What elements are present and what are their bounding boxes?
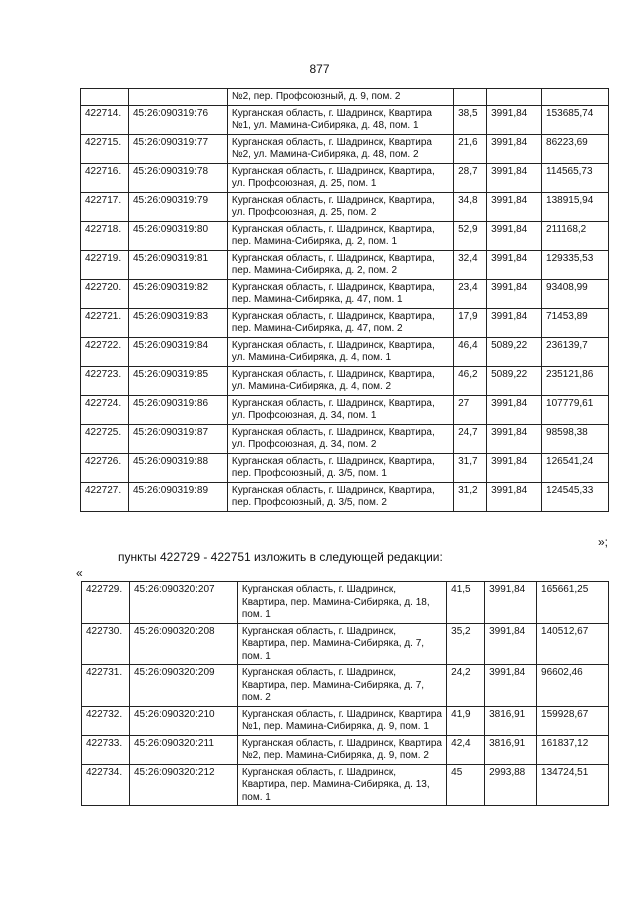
rate-cell: 5089,22	[487, 366, 542, 395]
address-cell: Курганская область, г. Шадринск, Квартира, ул. Профсоюзная, д. 25, пом. 1	[227, 163, 453, 192]
table-row	[82, 665, 609, 707]
value-cell: 140512,67	[537, 623, 609, 665]
table-row	[81, 453, 609, 482]
item-number-cell: 422721.	[81, 308, 129, 337]
cadastral-number-cell: 45:26:090319:81	[128, 250, 227, 279]
rate-cell: 3991,84	[487, 482, 542, 511]
cadastral-number-cell: 45:26:090319:89	[128, 482, 227, 511]
address-cell: Курганская область, г. Шадринск, Квартира, пер. Мамина-Сибиряка, д. 47, пом. 1	[227, 279, 453, 308]
rate-cell: 3816,91	[485, 735, 537, 764]
value-cell: 153685,74	[542, 105, 609, 134]
cadastral-number-cell: 45:26:090320:212	[129, 764, 237, 806]
rate-cell: 3991,84	[485, 665, 537, 707]
cadastral-number-cell: 45:26:090319:82	[128, 279, 227, 308]
address-cell: №2, пер. Профсоюзный, д. 9, пом. 2	[227, 89, 453, 106]
rate-cell: 3991,84	[487, 308, 542, 337]
table-row	[81, 163, 609, 192]
table-row	[81, 395, 609, 424]
area-cell: 42,4	[447, 735, 485, 764]
table-row	[81, 366, 609, 395]
address-cell: Курганская область, г. Шадринск, Квартира, пер. Мамина-Сибиряка, д. 7, пом. 1	[237, 623, 446, 665]
item-number-cell: 422732.	[82, 706, 130, 735]
table-row	[82, 735, 609, 764]
cadastral-number-cell: 45:26:090319:83	[128, 308, 227, 337]
address-cell: Курганская область, г. Шадринск, Квартира, пер. Мамина-Сибиряка, д. 2, пом. 2	[227, 250, 453, 279]
cadastral-number-cell: 45:26:090319:85	[128, 366, 227, 395]
rate-cell: 3991,84	[485, 582, 537, 624]
value-cell: 235121,86	[542, 366, 609, 395]
table-row	[82, 582, 609, 624]
cadastral-number-cell: 45:26:090320:207	[129, 582, 237, 624]
address-cell: Курганская область, г. Шадринск, Квартира, пер. Мамина-Сибиряка, д. 7, пом. 2	[237, 665, 446, 707]
address-cell: Курганская область, г. Шадринск, Квартира №2, пер. Мамина-Сибиряка, д. 9, пом. 2	[237, 735, 446, 764]
amendment-intro-text: пункты 422729 - 422751 изложить в следующей редакции:	[118, 550, 443, 564]
table-row	[81, 482, 609, 511]
rate-cell: 5089,22	[487, 337, 542, 366]
rate-cell: 3991,84	[487, 134, 542, 163]
item-number-cell: 422724.	[81, 395, 129, 424]
area-cell: 34,8	[454, 192, 487, 221]
area-cell: 21,6	[454, 134, 487, 163]
address-cell: Курганская область, г. Шадринск, Квартира, ул. Профсоюзная, д. 34, пом. 2	[227, 424, 453, 453]
area-cell: 46,2	[454, 366, 487, 395]
address-cell: Курганская область, г. Шадринск, Квартира, ул. Профсоюзная, д. 25, пом. 2	[227, 192, 453, 221]
area-cell: 31,7	[454, 453, 487, 482]
cadastral-number-cell: 45:26:090320:208	[129, 623, 237, 665]
address-cell: Курганская область, г. Шадринск, Квартира, ул. Мамина-Сибиряка, д. 4, пом. 1	[227, 337, 453, 366]
address-cell: Курганская область, г. Шадринск, Квартира, пер. Профсоюзный, д. 3/5, пом. 1	[227, 453, 453, 482]
address-cell: Курганская область, г. Шадринск, Квартира, ул. Профсоюзная, д. 34, пом. 1	[227, 395, 453, 424]
value-cell: 96602,46	[537, 665, 609, 707]
address-cell: Курганская область, г. Шадринск, Квартира, пер. Профсоюзный, д. 3/5, пом. 2	[227, 482, 453, 511]
cadastral-number-cell: 45:26:090319:86	[128, 395, 227, 424]
rate-cell: 3991,84	[487, 250, 542, 279]
area-cell: 31,2	[454, 482, 487, 511]
item-number-cell: 422731.	[82, 665, 130, 707]
value-cell: 138915,94	[542, 192, 609, 221]
item-number-cell: 422723.	[81, 366, 129, 395]
item-number-cell: 422729.	[82, 582, 130, 624]
value-cell: 124545,33	[542, 482, 609, 511]
rate-cell: 3991,84	[487, 279, 542, 308]
value-cell: 236139,7	[542, 337, 609, 366]
table-row	[81, 134, 609, 163]
cadastral-number-cell: 45:26:090319:87	[128, 424, 227, 453]
address-cell: Курганская область, г. Шадринск, Квартира, ул. Мамина-Сибиряка, д. 4, пом. 2	[227, 366, 453, 395]
rate-cell: 3991,84	[487, 424, 542, 453]
value-cell	[542, 89, 609, 106]
rate-cell: 3991,84	[487, 221, 542, 250]
cadastral-number-cell: 45:26:090320:209	[129, 665, 237, 707]
cadastral-number-cell: 45:26:090319:78	[128, 163, 227, 192]
cadastral-number-cell: 45:26:090319:76	[128, 105, 227, 134]
rate-cell	[487, 89, 542, 106]
table-row	[81, 279, 609, 308]
cadastral-number-cell: 45:26:090319:79	[128, 192, 227, 221]
value-cell: 161837,12	[537, 735, 609, 764]
cadastral-number-cell: 45:26:090319:80	[128, 221, 227, 250]
opening-quote: «	[76, 566, 83, 580]
value-cell: 159928,67	[537, 706, 609, 735]
item-number-cell: 422734.	[82, 764, 130, 806]
item-number-cell: 422718.	[81, 221, 129, 250]
table-row	[82, 623, 609, 665]
item-number-cell: 422720.	[81, 279, 129, 308]
rate-cell: 3991,84	[487, 192, 542, 221]
item-number-cell: 422716.	[81, 163, 129, 192]
item-number-cell: 422719.	[81, 250, 129, 279]
area-cell: 28,7	[454, 163, 487, 192]
address-cell: Курганская область, г. Шадринск, Квартира, пер. Мамина-Сибиряка, д. 47, пом. 2	[227, 308, 453, 337]
rate-cell: 3991,84	[487, 395, 542, 424]
address-cell: Курганская область, г. Шадринск, Квартира, пер. Мамина-Сибиряка, д. 18, пом. 1	[237, 582, 446, 624]
table-row	[81, 308, 609, 337]
value-cell: 114565,73	[542, 163, 609, 192]
item-number-cell: 422725.	[81, 424, 129, 453]
item-number-cell: 422717.	[81, 192, 129, 221]
property-table-lower	[81, 581, 609, 806]
page-number: 877	[309, 62, 330, 76]
address-cell: Курганская область, г. Шадринск, Квартира №1, пер. Мамина-Сибиряка, д. 9, пом. 1	[237, 706, 446, 735]
area-cell: 41,9	[447, 706, 485, 735]
item-number-cell: 422733.	[82, 735, 130, 764]
table-row	[81, 192, 609, 221]
table-row	[81, 424, 609, 453]
table-row	[82, 706, 609, 735]
value-cell: 165661,25	[537, 582, 609, 624]
item-number-cell	[81, 89, 129, 106]
cadastral-number-cell: 45:26:090320:210	[129, 706, 237, 735]
item-number-cell: 422714.	[81, 105, 129, 134]
rate-cell: 3816,91	[485, 706, 537, 735]
table-row	[81, 105, 609, 134]
area-cell: 38,5	[454, 105, 487, 134]
closing-quote: »;	[598, 535, 609, 549]
area-cell: 35,2	[447, 623, 485, 665]
area-cell: 23,4	[454, 279, 487, 308]
rate-cell: 2993,88	[485, 764, 537, 806]
item-number-cell: 422726.	[81, 453, 129, 482]
area-cell	[454, 89, 487, 106]
value-cell: 93408,99	[542, 279, 609, 308]
item-number-cell: 422722.	[81, 337, 129, 366]
rate-cell: 3991,84	[487, 105, 542, 134]
value-cell: 71453,89	[542, 308, 609, 337]
address-cell: Курганская область, г. Шадринск, Квартира, пер. Мамина-Сибиряка, д. 13, пом. 1	[237, 764, 446, 806]
area-cell: 52,9	[454, 221, 487, 250]
cadastral-number-cell: 45:26:090319:84	[128, 337, 227, 366]
item-number-cell: 422715.	[81, 134, 129, 163]
value-cell: 211168,2	[542, 221, 609, 250]
cadastral-number-cell	[128, 89, 227, 106]
area-cell: 17,9	[454, 308, 487, 337]
table-row	[81, 337, 609, 366]
cadastral-number-cell: 45:26:090319:77	[128, 134, 227, 163]
cadastral-number-cell: 45:26:090319:88	[128, 453, 227, 482]
rate-cell: 3991,84	[485, 623, 537, 665]
table-row	[81, 89, 609, 106]
rate-cell: 3991,84	[487, 163, 542, 192]
area-cell: 32,4	[454, 250, 487, 279]
value-cell: 129335,53	[542, 250, 609, 279]
address-cell: Курганская область, г. Шадринск, Квартира №2, ул. Мамина-Сибиряка, д. 48, пом. 2	[227, 134, 453, 163]
table-row	[82, 764, 609, 806]
area-cell: 24,7	[454, 424, 487, 453]
value-cell: 126541,24	[542, 453, 609, 482]
cadastral-number-cell: 45:26:090320:211	[129, 735, 237, 764]
table-row	[81, 250, 609, 279]
area-cell: 24,2	[447, 665, 485, 707]
value-cell: 107779,61	[542, 395, 609, 424]
value-cell: 134724,51	[537, 764, 609, 806]
value-cell: 86223,69	[542, 134, 609, 163]
item-number-cell: 422730.	[82, 623, 130, 665]
value-cell: 98598,38	[542, 424, 609, 453]
area-cell: 27	[454, 395, 487, 424]
property-table-upper	[80, 88, 609, 512]
item-number-cell: 422727.	[81, 482, 129, 511]
table-row	[81, 221, 609, 250]
area-cell: 41,5	[447, 582, 485, 624]
rate-cell: 3991,84	[487, 453, 542, 482]
area-cell: 45	[447, 764, 485, 806]
area-cell: 46,4	[454, 337, 487, 366]
address-cell: Курганская область, г. Шадринск, Квартира №1, ул. Мамина-Сибиряка, д. 48, пом. 1	[227, 105, 453, 134]
address-cell: Курганская область, г. Шадринск, Квартира, пер. Мамина-Сибиряка, д. 2, пом. 1	[227, 221, 453, 250]
